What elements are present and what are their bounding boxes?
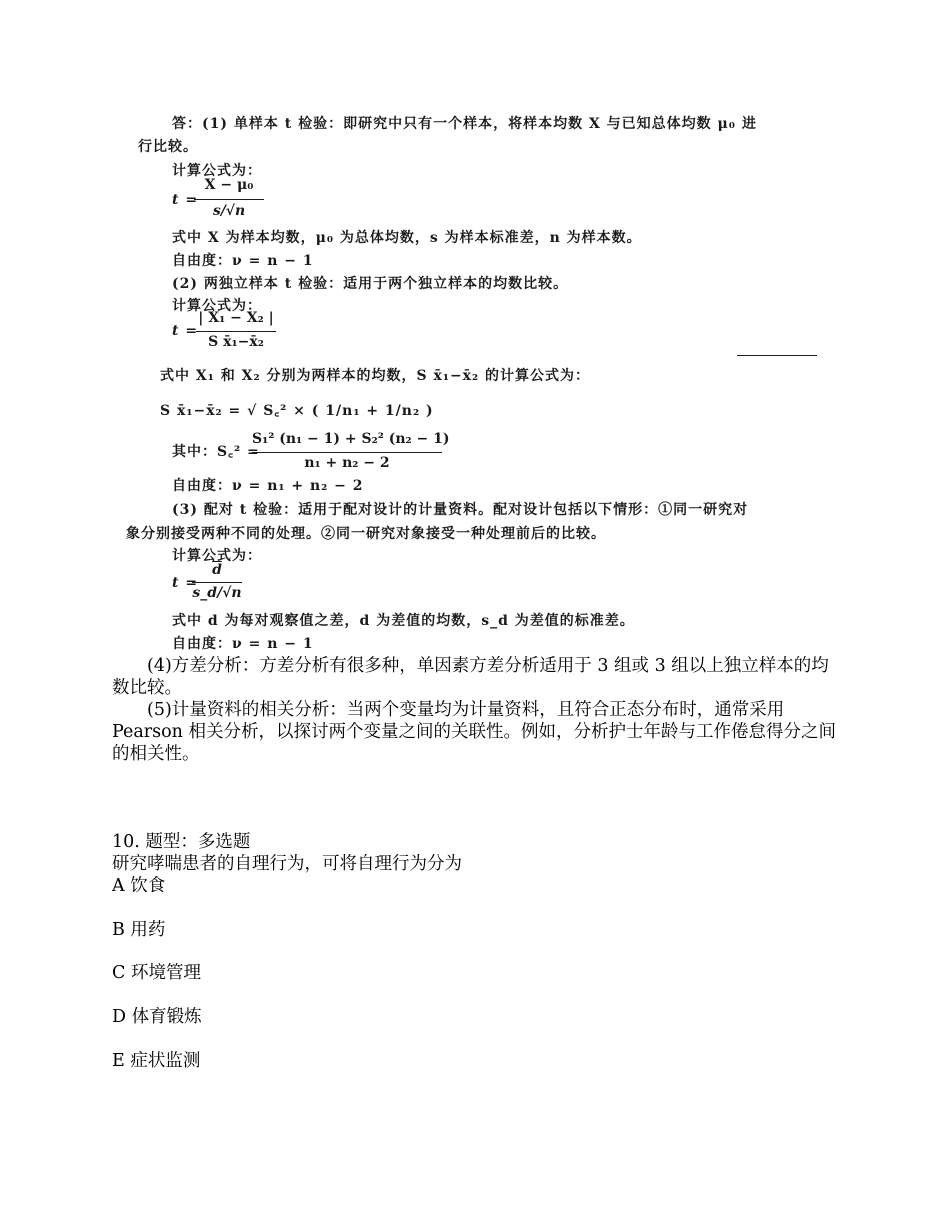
scan-line-4: 式中 X 为样本均数，μ₀ 为总体均数，s 为样本标准差，n 为样本数。 [172,230,642,246]
scan-stray-line [737,355,817,356]
scan-line-3: 计算公式为： [172,163,262,179]
paragraph-5: (5)计量资料的相关分析：当两个变量均为计量资料，且符合正态分布时，通常采用 Pearson 相关分析，以探讨两个变量之间的关联性。例如，分析护士年龄与工作倦怠得分之间的相关性。 [112,700,836,764]
option-e: E 症状监测 [112,1051,201,1071]
scan-line-11: 象分别接受两种不同的处理。②同一研究对象接受一种处理前后的比较。 [126,526,606,542]
scan-line-5: 自由度：ν = n − 1 [172,253,314,269]
scan-line-9: 自由度：ν = n₁ + n₂ − 2 [172,478,364,494]
formula-4-denominator: n₁ + n₂ − 2 [304,455,390,471]
scan-line-8: 式中 X₁ 和 X₂ 分别为两样本的均数，S x̄₁−x̄₂ 的计算公式为： [160,368,591,384]
scan-line-7: 计算公式为： [172,298,262,314]
question-header: 10. 题型：多选题 [112,832,251,852]
fraction-bar [194,199,264,200]
formula-1-numerator: X − μ₀ [204,177,254,193]
formula-2-lhs: t = [172,323,199,339]
formula-4-numerator: S₁² (n₁ − 1) + S₂² (n₂ − 1) [252,431,450,447]
option-a: A 饮食 [112,876,166,896]
scan-line-12: 计算公式为： [172,548,262,564]
fraction-bar [192,582,242,583]
answer-body [112,655,840,765]
scan-line-14: 自由度：ν = n − 1 [172,636,314,652]
formula-2-denominator: S x̄₁−x̄₂ [208,334,264,350]
formula-4-lhs: 其中：S꜀² = [172,444,260,460]
scan-line-2: 行比较。 [138,139,198,155]
formula-5-denominator: s_d/√n [192,585,242,601]
scanned-answer-image [112,105,832,650]
scan-line-10: (3) 配对 t 检验：适用于配对设计的计量资料。配对设计包括以下情形：①同一研究对 [172,502,749,518]
formula-2-numerator: | X₁ − X₂ | [198,310,274,326]
scan-line-13: 式中 d 为每对观察值之差，d 为差值的均数，s_d 为差值的标准差。 [172,613,635,629]
formula-1-denominator: s/√n [212,203,246,219]
scan-line-6: (2) 两独立样本 t 检验：适用于两个独立样本的均数比较。 [172,276,569,292]
formula-5-numerator: $\overline{d}$ [212,562,222,578]
formula-5-lhs: t = [172,575,199,591]
fraction-bar [196,331,276,332]
scan-line-1: 答：(1) 单样本 t 检验：即研究中只有一个样本，将样本均数 X 与已知总体均数 μ₀ 进 [172,116,757,132]
paragraph-4: (4)方差分析：方差分析有很多种，单因素方差分析适用于 3 组或 3 组以上独立样本的均数比较。 [112,656,829,698]
formula-3: S x̄₁−x̄₂ = √ S꜀² × ( 1/n₁ + 1/n₂ ) [160,403,434,419]
fraction-bar [252,452,442,453]
option-b: B 用药 [112,920,166,940]
question-stem: 研究哮喘患者的自理行为，可将自理行为分为 [112,854,462,874]
option-c: C 环境管理 [112,963,201,983]
formula-1-lhs: t = [172,192,199,208]
option-d: D 体育锻炼 [112,1007,202,1027]
